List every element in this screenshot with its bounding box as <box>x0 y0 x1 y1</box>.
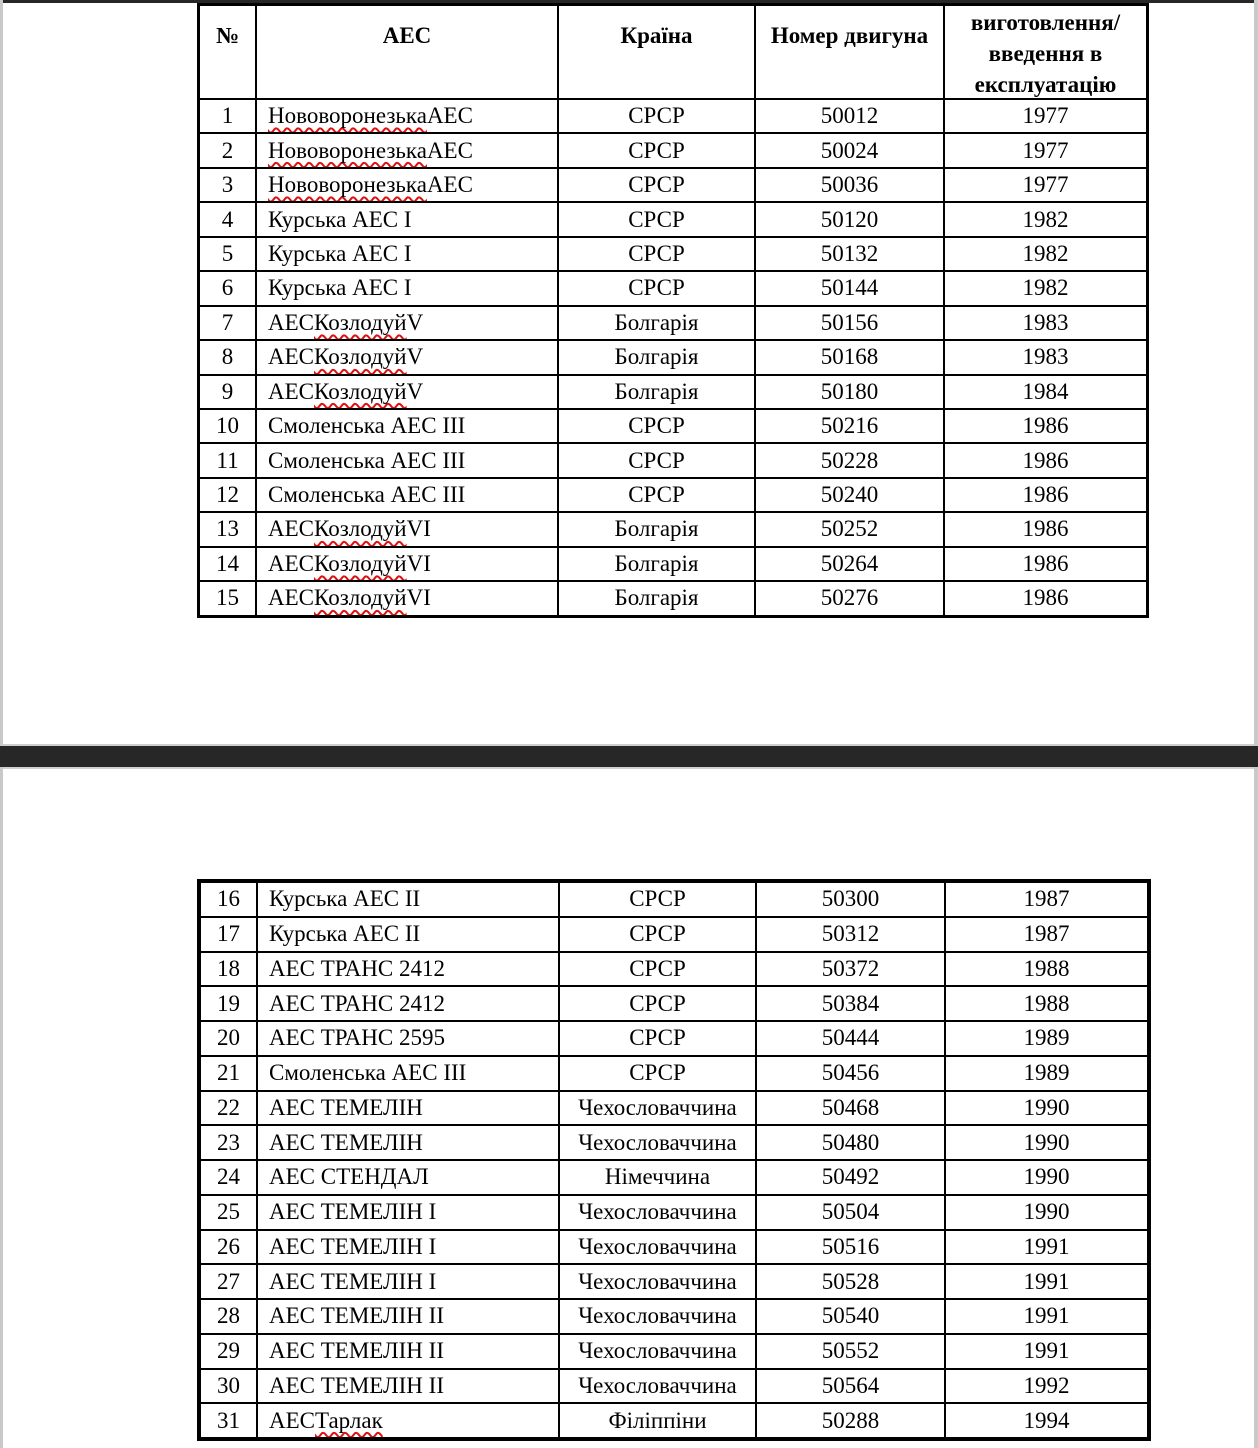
year-cell: 1983 <box>945 341 1146 373</box>
year-cell: 1982 <box>945 272 1146 304</box>
row-number-cell: 23 <box>201 1126 256 1159</box>
country-cell: СРСР <box>559 169 754 201</box>
column-header-country: Країна <box>559 6 754 98</box>
row-number-cell: 24 <box>201 1161 256 1194</box>
npp-name-cell: Курська АЕС I <box>257 238 557 270</box>
engine-number-cell: 50264 <box>756 548 943 580</box>
engine-number-cell: 50024 <box>756 134 943 166</box>
year-cell: 1986 <box>945 479 1146 511</box>
engine-number-cell: 50180 <box>756 376 943 408</box>
spellcheck-underlined-word: Козлодуй <box>314 585 407 611</box>
engine-number-cell: 50300 <box>757 883 944 916</box>
npp-name-cell: АЕС Козлодуй VI <box>257 582 557 614</box>
row-number-cell: 17 <box>201 918 256 951</box>
column-header-npp: АЕС <box>257 6 557 98</box>
country-cell: СРСР <box>560 883 755 916</box>
year-cell: 1977 <box>945 100 1146 132</box>
npp-name-cell: АЕС ТЕМЕЛІН <box>258 1126 558 1159</box>
engine-number-cell: 50288 <box>757 1404 944 1437</box>
row-number-cell: 28 <box>201 1300 256 1333</box>
npp-name-cell: АЕС ТЕМЕЛІН II <box>258 1335 558 1368</box>
country-cell: Чехословаччина <box>560 1370 755 1403</box>
engine-number-cell: 50144 <box>756 272 943 304</box>
row-number-cell: 2 <box>200 134 255 166</box>
document-page-1 <box>3 3 1254 746</box>
year-cell: 1991 <box>946 1265 1147 1298</box>
row-number-cell: 5 <box>200 238 255 270</box>
page-gap <box>0 746 1258 767</box>
country-cell: Філіппіни <box>560 1404 755 1437</box>
engine-number-cell: 50468 <box>757 1092 944 1125</box>
column-header-year-line3: експлуатацію <box>974 72 1117 97</box>
engine-number-cell: 50528 <box>757 1265 944 1298</box>
country-cell: Чехословаччина <box>560 1196 755 1229</box>
engine-number-cell: 50276 <box>756 582 943 614</box>
row-number-cell: 8 <box>200 341 255 373</box>
engine-number-cell: 50516 <box>757 1231 944 1264</box>
npp-name-cell: Смоленська АЕС III <box>257 410 557 442</box>
year-cell: 1986 <box>945 582 1146 614</box>
spellcheck-underlined-word: Тарлак <box>315 1407 383 1433</box>
year-cell: 1982 <box>945 238 1146 270</box>
row-number-cell: 11 <box>200 444 255 476</box>
country-cell: СРСР <box>560 918 755 951</box>
row-number-cell: 26 <box>201 1231 256 1264</box>
country-cell: СРСР <box>560 1022 755 1055</box>
npp-engines-table-page-2 <box>197 879 1151 1441</box>
npp-name-cell: АЕС ТЕМЕЛІН I <box>258 1196 558 1229</box>
country-cell: СРСР <box>559 272 754 304</box>
row-number-cell: 29 <box>201 1335 256 1368</box>
country-cell: СРСР <box>560 1057 755 1090</box>
engine-number-cell: 50384 <box>757 987 944 1020</box>
row-number-cell: 22 <box>201 1092 256 1125</box>
country-cell: Чехословаччина <box>560 1231 755 1264</box>
country-cell: СРСР <box>559 100 754 132</box>
year-cell: 1987 <box>946 918 1147 951</box>
engine-number-cell: 50132 <box>756 238 943 270</box>
engine-number-cell: 50492 <box>757 1161 944 1194</box>
npp-name-cell: АЕС Тарлак <box>258 1404 558 1437</box>
row-number-cell: 30 <box>201 1370 256 1403</box>
year-cell: 1986 <box>945 513 1146 545</box>
column-header-year <box>945 6 1146 98</box>
year-cell: 1986 <box>945 410 1146 442</box>
npp-name-cell: АЕС ТРАНС 2412 <box>258 987 558 1020</box>
year-cell: 1990 <box>946 1161 1147 1194</box>
row-number-cell: 15 <box>200 582 255 614</box>
engine-number-cell: 50228 <box>756 444 943 476</box>
npp-name-cell: АЕС Козлодуй V <box>257 341 557 373</box>
engine-number-cell: 50036 <box>756 169 943 201</box>
row-number-cell: 14 <box>200 548 255 580</box>
npp-name-cell: АЕС ТЕМЕЛІН <box>258 1092 558 1125</box>
npp-name-cell: Курська АЕС I <box>257 203 557 235</box>
row-number-cell: 4 <box>200 203 255 235</box>
row-number-cell: 12 <box>200 479 255 511</box>
country-cell: Чехословаччина <box>560 1092 755 1125</box>
year-cell: 1989 <box>946 1057 1147 1090</box>
column-header-no: № <box>200 6 255 98</box>
spellcheck-underlined-word: Козлодуй <box>314 378 407 404</box>
row-number-cell: 31 <box>201 1404 256 1437</box>
spellcheck-underlined-word: Нововоронезька <box>268 137 427 163</box>
row-number-cell: 18 <box>201 953 256 986</box>
npp-name-cell: АЕС СТЕНДАЛ <box>258 1161 558 1194</box>
year-cell: 1986 <box>945 548 1146 580</box>
country-cell: СРСР <box>560 987 755 1020</box>
country-cell: Болгарія <box>559 376 754 408</box>
engine-number-cell: 50156 <box>756 307 943 339</box>
spellcheck-underlined-word: Козлодуй <box>314 516 407 542</box>
row-number-cell: 10 <box>200 410 255 442</box>
year-cell: 1992 <box>946 1370 1147 1403</box>
year-cell: 1991 <box>946 1335 1147 1368</box>
npp-name-cell: Смоленська АЕС III <box>258 1057 558 1090</box>
row-number-cell: 16 <box>201 883 256 916</box>
country-cell: СРСР <box>560 953 755 986</box>
country-cell: СРСР <box>559 410 754 442</box>
npp-name-cell: Курська АЕС I <box>257 272 557 304</box>
year-cell: 1983 <box>945 307 1146 339</box>
spellcheck-underlined-word: Козлодуй <box>314 344 407 370</box>
row-number-cell: 27 <box>201 1265 256 1298</box>
country-cell: Чехословаччина <box>560 1265 755 1298</box>
row-number-cell: 21 <box>201 1057 256 1090</box>
country-cell: Чехословаччина <box>560 1300 755 1333</box>
npp-name-cell: АЕС ТРАНС 2595 <box>258 1022 558 1055</box>
npp-name-cell: АЕС ТЕМЕЛІН II <box>258 1300 558 1333</box>
row-number-cell: 9 <box>200 376 255 408</box>
npp-engines-table-page-1 <box>197 3 1149 618</box>
year-cell: 1984 <box>945 376 1146 408</box>
row-number-cell: 1 <box>200 100 255 132</box>
npp-name-cell: Нововоронезька АЕС <box>257 169 557 201</box>
spellcheck-underlined-word: Нововоронезька <box>268 103 427 129</box>
year-cell: 1982 <box>945 203 1146 235</box>
engine-number-cell: 50456 <box>757 1057 944 1090</box>
npp-name-cell: Смоленська АЕС III <box>257 479 557 511</box>
year-cell: 1988 <box>946 987 1147 1020</box>
year-cell: 1990 <box>946 1196 1147 1229</box>
engine-number-cell: 50540 <box>757 1300 944 1333</box>
country-cell: СРСР <box>559 479 754 511</box>
column-header-year-line1: виготовлення/ <box>970 10 1121 35</box>
engine-number-cell: 50012 <box>756 100 943 132</box>
engine-number-cell: 50444 <box>757 1022 944 1055</box>
year-cell: 1991 <box>946 1300 1147 1333</box>
spellcheck-underlined-word: Козлодуй <box>314 309 407 335</box>
npp-name-cell: АЕС Козлодуй V <box>257 376 557 408</box>
country-cell: Болгарія <box>559 307 754 339</box>
country-cell: Болгарія <box>559 582 754 614</box>
country-cell: Болгарія <box>559 548 754 580</box>
year-cell: 1989 <box>946 1022 1147 1055</box>
npp-name-cell: Нововоронезька АЕС <box>257 100 557 132</box>
country-cell: СРСР <box>559 203 754 235</box>
country-cell: Німеччина <box>560 1161 755 1194</box>
country-cell: СРСР <box>559 238 754 270</box>
npp-name-cell: АЕС Козлодуй VI <box>257 513 557 545</box>
country-cell: СРСР <box>559 134 754 166</box>
engine-number-cell: 50252 <box>756 513 943 545</box>
engine-number-cell: 50240 <box>756 479 943 511</box>
row-number-cell: 7 <box>200 307 255 339</box>
country-cell: Болгарія <box>559 513 754 545</box>
npp-name-cell: Нововоронезька АЕС <box>257 134 557 166</box>
npp-name-cell: АЕС ТЕМЕЛІН I <box>258 1265 558 1298</box>
row-number-cell: 3 <box>200 169 255 201</box>
npp-name-cell: Курська АЕС II <box>258 883 558 916</box>
npp-name-cell: Смоленська АЕС III <box>257 444 557 476</box>
year-cell: 1988 <box>946 953 1147 986</box>
npp-name-cell: АЕС Козлодуй V <box>257 307 557 339</box>
npp-name-cell: Курська АЕС II <box>258 918 558 951</box>
engine-number-cell: 50564 <box>757 1370 944 1403</box>
row-number-cell: 20 <box>201 1022 256 1055</box>
year-cell: 1986 <box>945 444 1146 476</box>
year-cell: 1991 <box>946 1231 1147 1264</box>
engine-number-cell: 50504 <box>757 1196 944 1229</box>
engine-number-cell: 50312 <box>757 918 944 951</box>
column-header-year-line2: введення в <box>988 41 1103 66</box>
year-cell: 1987 <box>946 883 1147 916</box>
engine-number-cell: 50120 <box>756 203 943 235</box>
row-number-cell: 25 <box>201 1196 256 1229</box>
spellcheck-underlined-word: Козлодуй <box>314 550 407 576</box>
country-cell: Чехословаччина <box>560 1335 755 1368</box>
spellcheck-underlined-word: Нововоронезька <box>268 172 427 198</box>
engine-number-cell: 50480 <box>757 1126 944 1159</box>
year-cell: 1977 <box>945 169 1146 201</box>
npp-name-cell: АЕС Козлодуй VI <box>257 548 557 580</box>
year-cell: 1990 <box>946 1126 1147 1159</box>
country-cell: СРСР <box>559 444 754 476</box>
year-cell: 1977 <box>945 134 1146 166</box>
engine-number-cell: 50216 <box>756 410 943 442</box>
year-cell: 1990 <box>946 1092 1147 1125</box>
engine-number-cell: 50552 <box>757 1335 944 1368</box>
npp-name-cell: АЕС ТРАНС 2412 <box>258 953 558 986</box>
engine-number-cell: 50168 <box>756 341 943 373</box>
country-cell: Чехословаччина <box>560 1126 755 1159</box>
row-number-cell: 19 <box>201 987 256 1020</box>
row-number-cell: 6 <box>200 272 255 304</box>
column-header-engine-number: Номер двигуна <box>756 6 943 98</box>
row-number-cell: 13 <box>200 513 255 545</box>
npp-name-cell: АЕС ТЕМЕЛІН II <box>258 1370 558 1403</box>
npp-name-cell: АЕС ТЕМЕЛІН I <box>258 1231 558 1264</box>
year-cell: 1994 <box>946 1404 1147 1437</box>
document-page-2 <box>3 767 1254 1448</box>
engine-number-cell: 50372 <box>757 953 944 986</box>
country-cell: Болгарія <box>559 341 754 373</box>
